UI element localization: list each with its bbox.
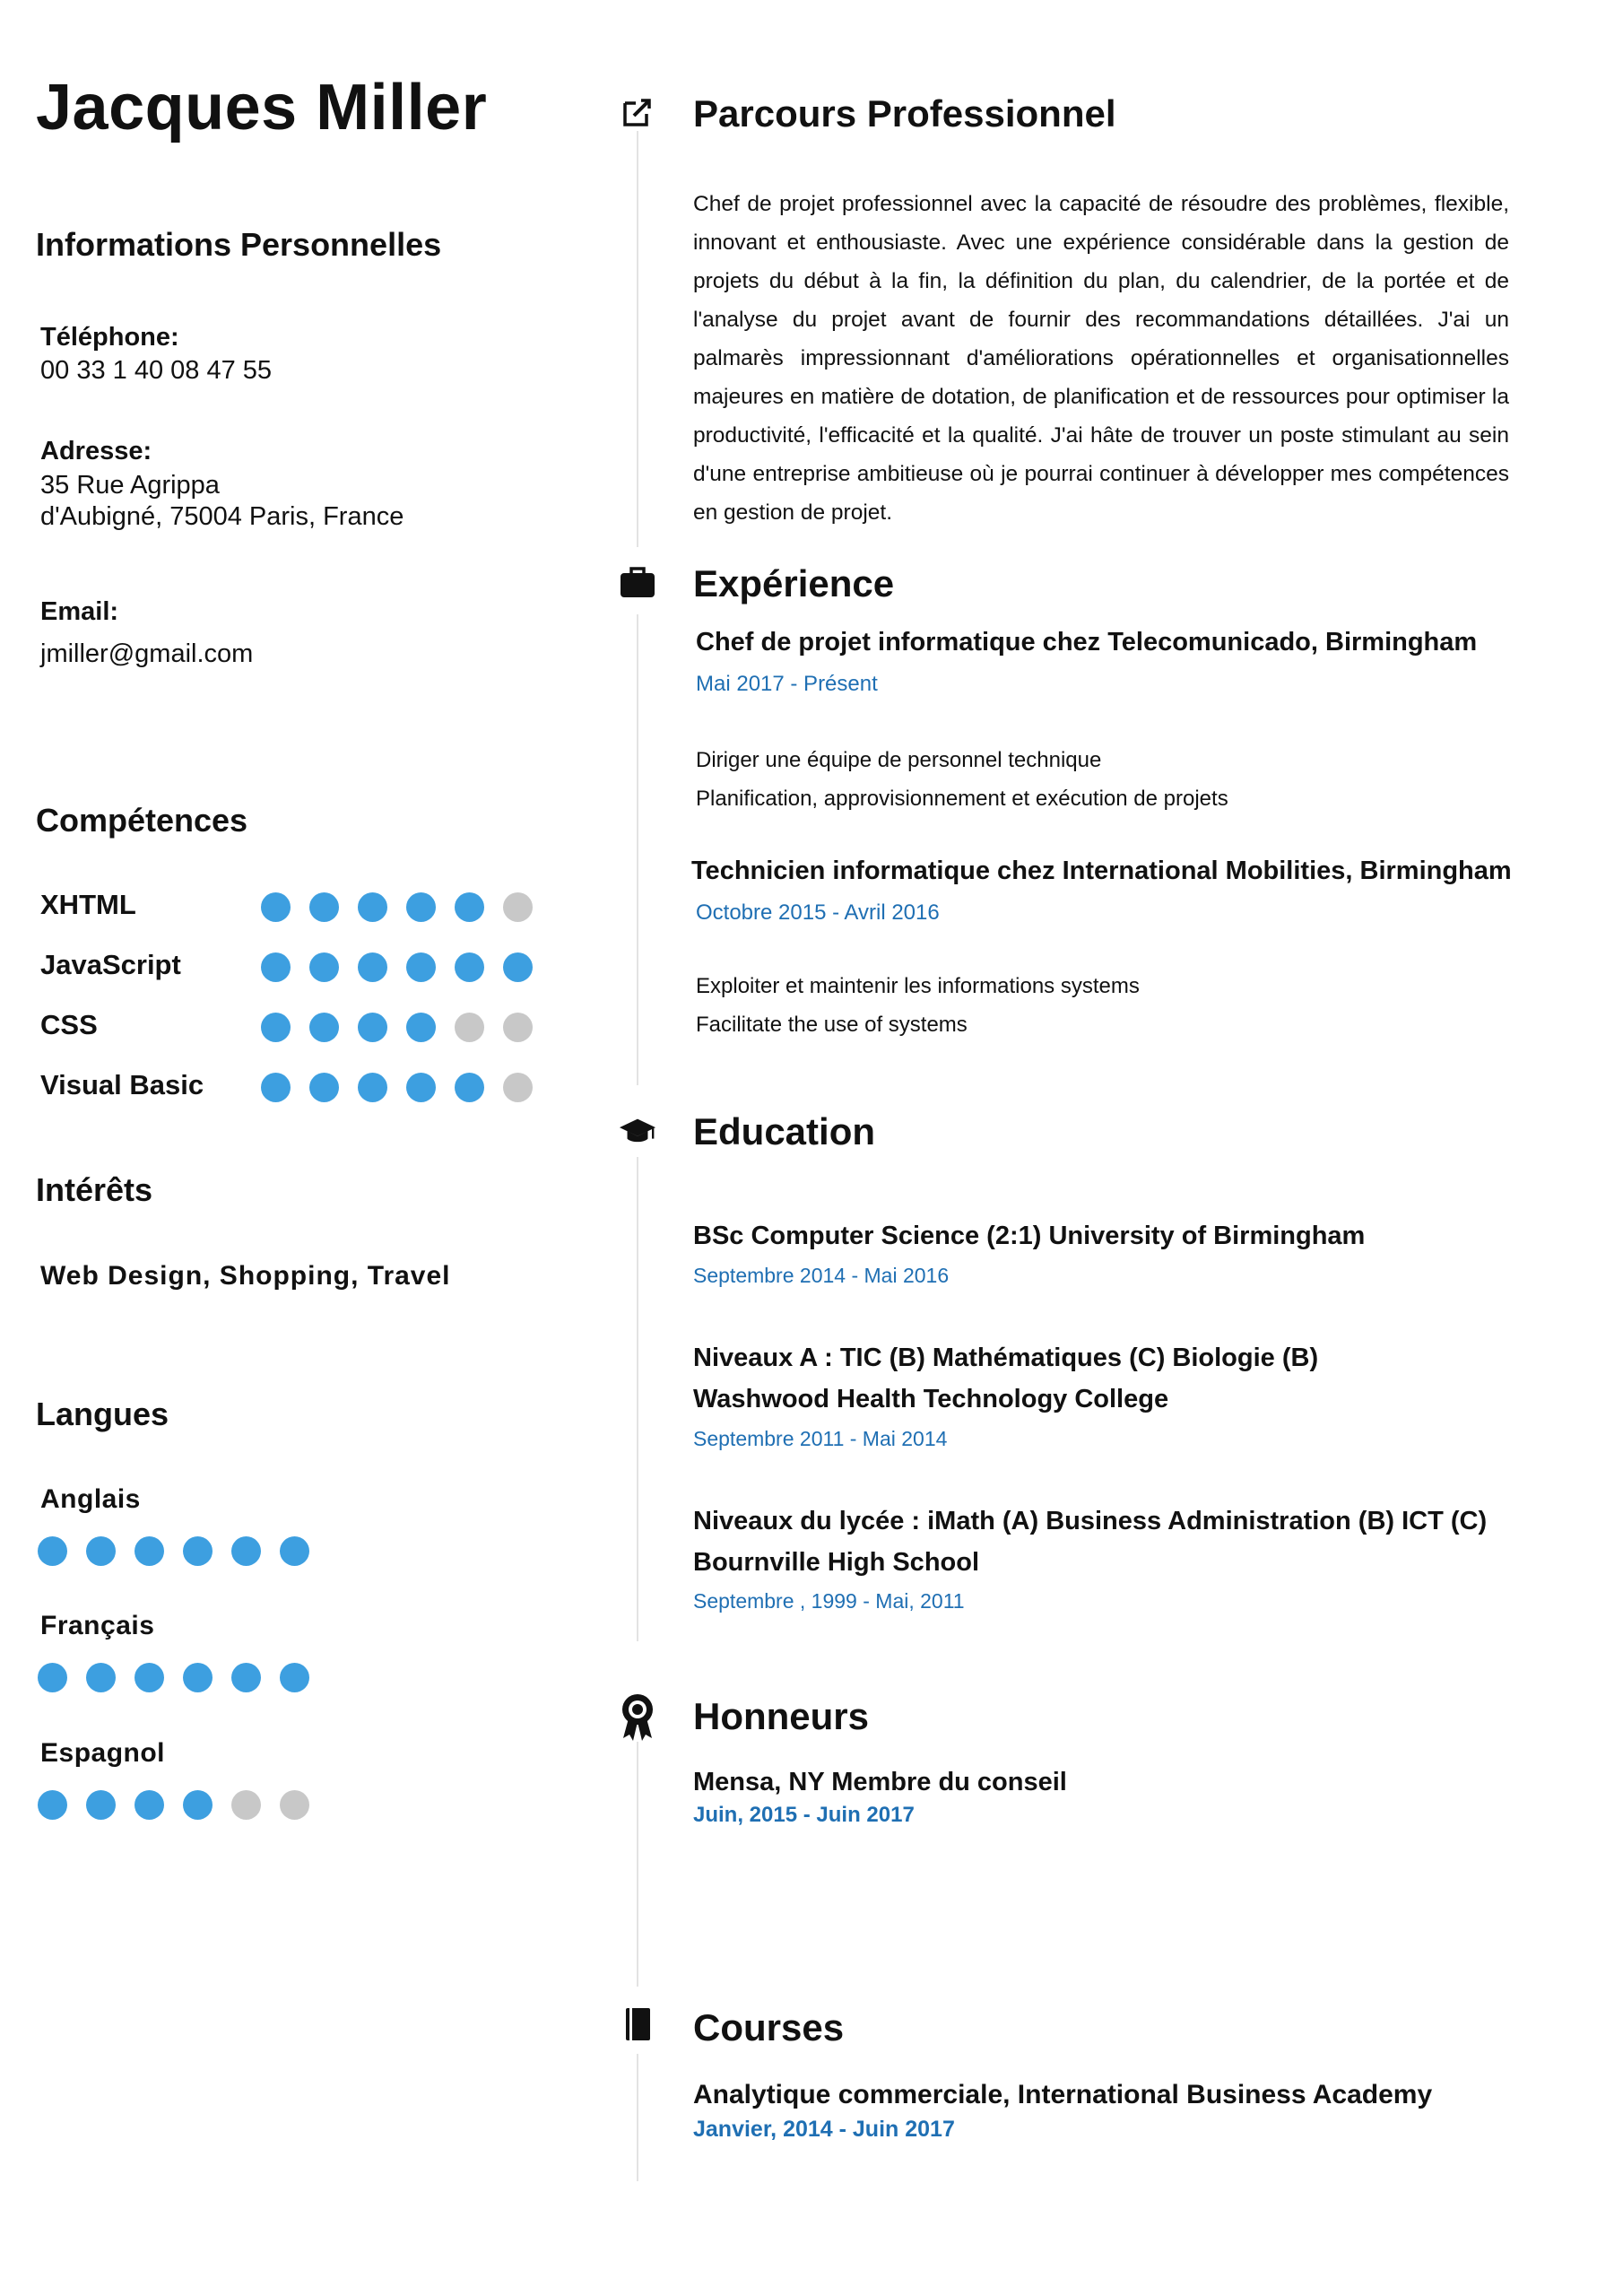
rating-dot-filled bbox=[358, 952, 387, 982]
rating-dot-filled bbox=[358, 1073, 387, 1102]
courses-heading: Courses bbox=[693, 2006, 845, 2048]
rating-dot-empty bbox=[503, 1013, 533, 1042]
rating-dot-filled bbox=[135, 1663, 164, 1692]
skill-rating bbox=[261, 1013, 551, 1042]
rating-dot-filled bbox=[261, 1073, 291, 1102]
honor-title: Mensa, NY Membre du conseil bbox=[693, 1768, 1067, 1796]
timeline-line-3 bbox=[637, 1157, 638, 1641]
book-icon bbox=[619, 2005, 656, 2043]
phone-label: Téléphone: bbox=[40, 323, 179, 352]
timeline-line-5 bbox=[637, 2054, 638, 2181]
rating-dot-empty bbox=[231, 1790, 261, 1820]
skill-name: Visual Basic bbox=[40, 1069, 204, 1100]
rating-dot-filled bbox=[86, 1536, 116, 1566]
profile-heading: Parcours Professionnel bbox=[693, 92, 1116, 135]
edu-1-line-1: BSc Computer Science (2:1) University of Birmingham bbox=[693, 1222, 1366, 1250]
interests-text: Web Design, Shopping, Travel bbox=[40, 1261, 451, 1291]
skill-name: CSS bbox=[40, 1009, 98, 1040]
rating-dot-filled bbox=[455, 952, 484, 982]
honor-date: Juin, 2015 - Juin 2017 bbox=[693, 1803, 915, 1827]
timeline-line-4 bbox=[637, 1740, 638, 1987]
rating-dot-filled bbox=[455, 1073, 484, 1102]
rating-dot-filled bbox=[280, 1536, 309, 1566]
address-line-1: 35 Rue Agrippa bbox=[40, 471, 220, 500]
rating-dot-filled bbox=[358, 892, 387, 922]
rating-dot-filled bbox=[309, 892, 339, 922]
email-value: jmiller@gmail.com bbox=[40, 639, 254, 668]
edu-3-line-2: Bournville High School bbox=[693, 1548, 980, 1577]
edu-2-line-2: Washwood Health Technology College bbox=[693, 1385, 1169, 1413]
rating-dot-filled bbox=[503, 952, 533, 982]
rating-dot-filled bbox=[455, 892, 484, 922]
timeline-line-2 bbox=[637, 614, 638, 1085]
languages-heading: Langues bbox=[36, 1396, 169, 1432]
edit-icon bbox=[619, 93, 656, 131]
job-line-2-1: Exploiter et maintenir les informations systems bbox=[696, 974, 1140, 998]
graduation-cap-icon bbox=[619, 1112, 656, 1150]
job-title-1: Chef de projet informatique chez Telecomunicado, Birmingham bbox=[696, 628, 1478, 657]
rating-dot-filled bbox=[38, 1790, 67, 1820]
timeline-line-1 bbox=[637, 126, 638, 547]
honors-heading: Honneurs bbox=[693, 1695, 870, 1737]
course-date: Janvier, 2014 - Juin 2017 bbox=[693, 2117, 955, 2142]
experience-heading: Expérience bbox=[693, 562, 895, 604]
rating-dot-filled bbox=[309, 1073, 339, 1102]
interests-heading: Intérêts bbox=[36, 1171, 153, 1208]
course-title: Analytique commerciale, International Business Academy bbox=[693, 2080, 1433, 2109]
rating-dot-filled bbox=[135, 1790, 164, 1820]
edu-3-date: Septembre , 1999 - Mai, 2011 bbox=[693, 1589, 965, 1613]
award-icon bbox=[619, 1693, 656, 1742]
rating-dot-filled bbox=[406, 892, 436, 922]
rating-dot-empty bbox=[503, 1073, 533, 1102]
rating-dot-filled bbox=[309, 1013, 339, 1042]
candidate-name: Jacques Miller bbox=[36, 72, 488, 144]
phone-value: 00 33 1 40 08 47 55 bbox=[40, 356, 273, 385]
job-line-1-2: Planification, approvisionnement et exécution de projets bbox=[696, 787, 1228, 811]
rating-dot-filled bbox=[135, 1536, 164, 1566]
rating-dot-filled bbox=[231, 1536, 261, 1566]
edu-3-line-1: Niveaux du lycée : iMath (A) Business Administration (B) ICT (C) bbox=[693, 1507, 1488, 1535]
language-rating bbox=[38, 1663, 328, 1692]
skill-rating bbox=[261, 952, 551, 982]
profile-summary: Chef de projet professionnel avec la capacité de résoudre des problèmes, flexible, innovant et enthousiaste. Avec une expérience considérable dans la gestion de projets du début à la fin, la définition du plan, du calendrier, de la portée et de l'analyse du projet avant de fournir des recommandations détaillées. J'ai un palmarès impressionnant d'améliorations opérationnelles et organisationnelles majeures en matière de dotation, de planification et de ressources pour optimiser la productivité, l'efficacité et la qualité. J'ai hâte de trouver un poste stimulant au sein d'une entreprise ambitieuse où je pourrai continuer à développer mes compétences en gestion de projet. bbox=[693, 192, 1509, 525]
rating-dot-filled bbox=[231, 1663, 261, 1692]
briefcase-icon bbox=[619, 563, 656, 601]
language-rating bbox=[38, 1790, 328, 1820]
rating-dot-filled bbox=[261, 1013, 291, 1042]
skill-name: XHTML bbox=[40, 889, 136, 920]
language-name: Anglais bbox=[40, 1484, 141, 1514]
rating-dot-filled bbox=[183, 1790, 213, 1820]
skill-rating bbox=[261, 1073, 551, 1102]
edu-2-date: Septembre 2011 - Mai 2014 bbox=[693, 1427, 948, 1450]
rating-dot-empty bbox=[455, 1013, 484, 1042]
language-rating bbox=[38, 1536, 328, 1566]
rating-dot-filled bbox=[183, 1663, 213, 1692]
rating-dot-empty bbox=[280, 1790, 309, 1820]
edu-2-line-1: Niveaux A : TIC (B) Mathématiques (C) Biologie (B) bbox=[693, 1344, 1319, 1372]
rating-dot-filled bbox=[280, 1663, 309, 1692]
edu-1-date: Septembre 2014 - Mai 2016 bbox=[693, 1264, 950, 1287]
email-label: Email: bbox=[40, 597, 119, 626]
job-line-1-1: Diriger une équipe de personnel technique bbox=[696, 748, 1102, 772]
job-date-1: Mai 2017 - Présent bbox=[696, 672, 878, 696]
job-title-2: Technicien informatique chez International Mobilities, Birmingham bbox=[691, 857, 1512, 885]
rating-dot-filled bbox=[86, 1790, 116, 1820]
rating-dot-empty bbox=[503, 892, 533, 922]
rating-dot-filled bbox=[406, 1013, 436, 1042]
language-name: Espagnol bbox=[40, 1738, 166, 1768]
rating-dot-filled bbox=[261, 952, 291, 982]
address-label: Adresse: bbox=[40, 437, 152, 465]
job-line-2-2: Facilitate the use of systems bbox=[696, 1013, 968, 1037]
rating-dot-filled bbox=[309, 952, 339, 982]
rating-dot-filled bbox=[406, 952, 436, 982]
skill-name: JavaScript bbox=[40, 949, 181, 980]
job-date-2: Octobre 2015 - Avril 2016 bbox=[696, 900, 940, 925]
address-line-2: d'Aubigné, 75004 Paris, France bbox=[40, 502, 404, 531]
rating-dot-filled bbox=[86, 1663, 116, 1692]
skills-heading: Compétences bbox=[36, 802, 248, 839]
rating-dot-filled bbox=[261, 892, 291, 922]
rating-dot-filled bbox=[38, 1536, 67, 1566]
personal-info-heading: Informations Personnelles bbox=[36, 226, 442, 263]
language-name: Français bbox=[40, 1611, 155, 1640]
rating-dot-filled bbox=[183, 1536, 213, 1566]
rating-dot-filled bbox=[406, 1073, 436, 1102]
rating-dot-filled bbox=[38, 1663, 67, 1692]
education-heading: Education bbox=[693, 1110, 876, 1152]
rating-dot-filled bbox=[358, 1013, 387, 1042]
skill-rating bbox=[261, 892, 551, 922]
